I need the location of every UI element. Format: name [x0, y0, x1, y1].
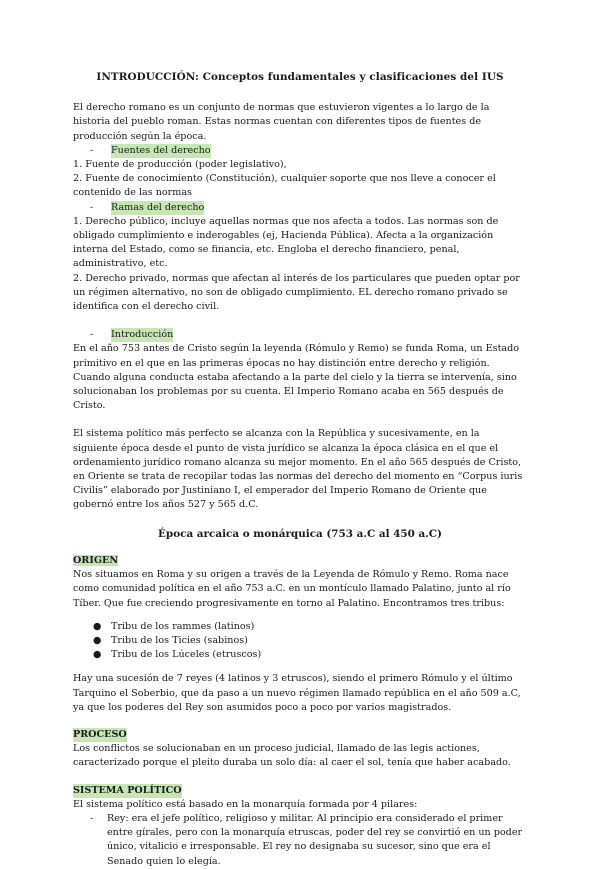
fuentes-heading: Fuentes del derecho [111, 144, 211, 158]
list-item [93, 620, 527, 634]
ramas-item-1: 1. Derecho público, incluye aquellas normas que nos afecta a todos. Las normas son de obligado cumplimiento e inderogables (ej, Hacienda Pública). Afecta a la organización interna del Estado, como se financia, etc. Engloba el derecho financiero, penal, administrativo, etc. [73, 215, 499, 270]
list-item [93, 648, 527, 662]
sistema-paragraph: El sistema político está basado en la monarquía formada por 4 pilares: [73, 798, 418, 810]
dash-marker: - [90, 201, 94, 213]
origen-heading: ORIGEN [73, 554, 119, 566]
ramas-heading: Ramas del derecho [111, 201, 204, 215]
tribu-label: Tribu de los rammes (latinos) [111, 620, 255, 632]
proceso-paragraph: Los conflictos se solucionaban en un proceso judicial, llamado de las legis actiones, caracterizado porque el pleito duraba un solo día: al caer el sol, tenía que haber acabado. [73, 743, 511, 769]
document-title: INTRODUCCIÓN: Conceptos fundamentales y clasificaciones del IUS [96, 71, 504, 83]
sistema-item-rey: Rey: era el jefe político, religioso y militar. Al principio era considerado el primer entre gírales, pero con la monarquía etruscas, poder del rey se convirtió en un poder único, vitalicio e irresponsable. El rey no designaba su sucesor, sino que era el Senado quien lo elegía. [107, 812, 523, 867]
dash-marker: - [90, 329, 94, 341]
bullet-marker: ● [93, 620, 102, 632]
fuentes-heading-row [73, 144, 527, 158]
tribu-label: Tribu de los Ticies (sabinos) [111, 634, 248, 646]
tribu-label: Tribu de los Lúceles (etruscos) [111, 649, 262, 661]
ramas-heading-row [73, 201, 527, 215]
bullet-marker: ● [93, 649, 102, 661]
list-item [90, 812, 527, 869]
fuentes-item-2: 2. Fuente de conocimiento (Constitución), cualquier soporte que nos lleve a conocer el contenido de las normas [73, 173, 496, 199]
proceso-heading: PROCESO [73, 728, 127, 742]
introduccion-paragraph-1: En el año 753 antes de Cristo según la leyenda (Rómulo y Remo) se funda Roma, un Estado primitivo en el que en las primeras épocas no hay distinción entre derecho y religión. Cuando alguna conducta estaba afectando a la parte del cielo y la tierra se intervenía, sino solucionaban los problemas por su cuenta. El Imperio Romano acaba en 565 después de Cristo. [73, 343, 520, 412]
list-item [93, 634, 527, 648]
dash-marker: - [90, 144, 94, 156]
epoca-section-title: Época arcaica o monárquica (753 a.C al 450 a.C) [158, 527, 442, 540]
origen-paragraph-1: Nos situamos en Roma y su origen a través de la Leyenda de Rómulo y Remo. Roma nace como comunidad política en el año 753 a.C. en un montículo llamado Palatino, junto al río Tíber. Que fue creciendo progresivamente en torno al Palatino. Encontramos tres tribus: [73, 569, 511, 609]
sistema-list [73, 812, 527, 869]
sistema-heading: SISTEMA POLÍTICO [73, 784, 182, 798]
ramas-item-2: 2. Derecho privado, normas que afectan al interés de los particulares que pueden optar por un régimen alternativo, no son de obligado cumplimiento. EL derecho romano privado se identifica con el derecho civil. [73, 272, 520, 313]
dash-marker: - [90, 812, 94, 824]
intro-paragraph: El derecho romano es un conjunto de normas que estuvieron vigentes a lo largo de la historia del pueblo roman. Estas normas cuentan con diferentes tipos de fuentes de producción según la época. [73, 102, 490, 142]
bullet-marker: ● [93, 634, 102, 646]
fuentes-item-1: 1. Fuente de producción (poder legislativo), [73, 159, 287, 171]
introduccion-heading-row [73, 328, 527, 342]
introduccion-heading: Introducción [111, 328, 173, 342]
tribus-list [73, 620, 527, 663]
introduccion-paragraph-2: El sistema político más perfecto se alcanza con la República y sucesivamente, en la siguiente época desde el punto de vista jurídico se alcanza la época clásica en el que el ordenamiento jurídico romano alcanza su mejor momento. En el año 565 después de Cristo, en Oriente se trata de recopilar todas las normas del derecho del momento en “Corpus iuris Civilis” elaborado por Justiniano I, el emperador del Imperio Romano de Oriente que gobernó entre los años 527 y 565 d.C. [73, 428, 523, 511]
origen-paragraph-2: Hay una sucesión de 7 reyes (4 latinos y 3 etruscos), siendo el primero Rómulo y el último Tarquino el Soberbio, que da paso a un nuevo régimen llamado república en el año 509 a.C, ya que los poderes del Rey son asumidos poco a poco por varios magistrados. [73, 673, 521, 713]
